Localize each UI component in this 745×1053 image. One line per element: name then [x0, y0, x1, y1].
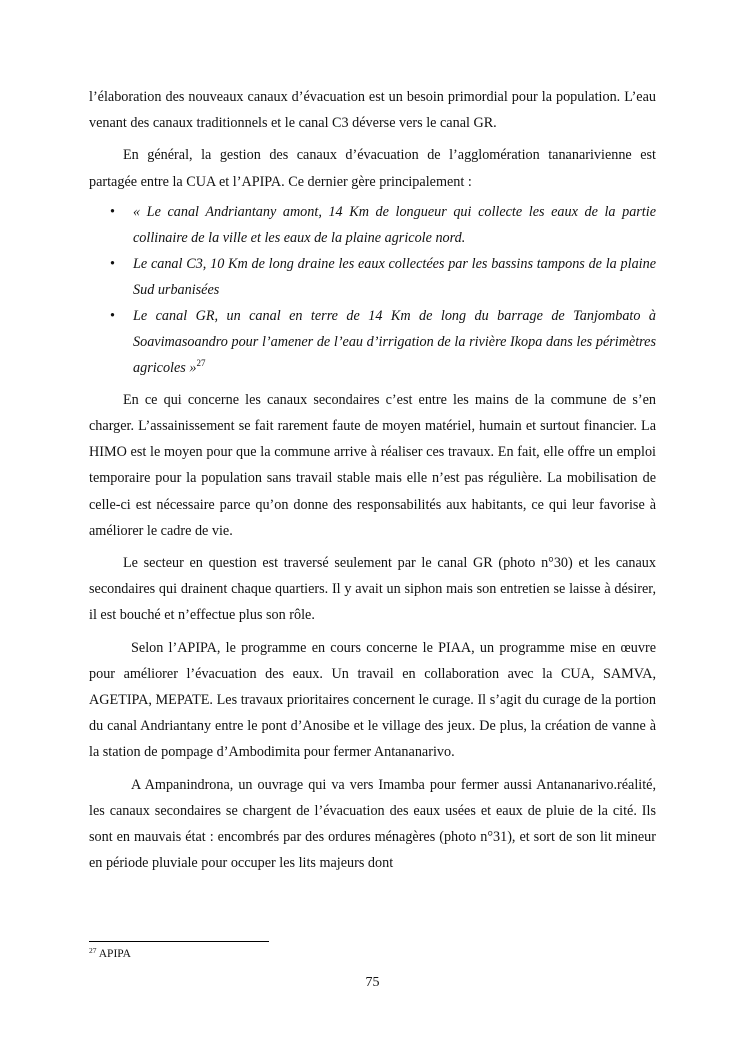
paragraph-4: Le secteur en question est traversé seulement par le canal GR (photo n°30) et les canaux secondaires qui drainent chaque quartiers. Il y avait un siphon mais son entretien se laisse à désirer, il est bouché et n’effectue plus son rôle. — [89, 555, 656, 624]
list-item-text: « Le canal Andriantany amont, 14 Km de longueur qui collecte les eaux de la partie collinaire de la ville et les eaux de la plaine agricole nord. — [133, 203, 656, 246]
bullet-icon: • — [110, 203, 115, 220]
quote-list — [89, 199, 656, 381]
paragraph-2: En général, la gestion des canaux d’évacuation de l’agglomération tananarivienne est partagée entre la CUA et l’APIPA. Ce dernier gère principalement : — [89, 147, 656, 190]
footnote-reference: 27 — [196, 357, 206, 368]
page-body — [89, 84, 656, 876]
paragraph-5: Selon l’APIPA, le programme en cours concerne le PIAA, un programme mise en œuvre pour améliorer l’évacuation des eaux. Un travail en collaboration avec la CUA, SAMVA, AGETIPA, MEPATE. Les travaux prioritaires concernent le curage. Il s’agit du curage de la portion du canal Andriantany entre le pont d’Anosibe et le village des jeux. De plus, la création de vanne à la station de pompage d’Ambodimita pour fermer Antananarivo. — [89, 639, 656, 761]
list-item — [89, 251, 656, 303]
paragraph-6: A Ampanindrona, un ouvrage qui va vers Imamba pour fermer aussi Antananarivo.réalité, les canaux secondaires se chargent de l’évacuation des eaux usées et eaux de pluie de la cité. Ils sont en mauvais état : encombrés par des ordures ménagères (photo n°31), et sort de son lit mineur en période pluviale pour occuper les lits majeurs dont — [89, 776, 656, 872]
page-number: 75 — [365, 975, 380, 990]
list-item-text: Le canal GR, un canal en terre de 14 Km de long du barrage de Tanjombato à Soavimasoandro pour l’amener de l’eau d’irrigation de la rivière Ikopa dans les périmètres agricoles » — [133, 307, 656, 376]
list-item-text: Le canal C3, 10 Km de long draine les eaux collectées par les bassins tampons de la plaine Sud urbanisées — [133, 255, 656, 298]
footnote-number: 27 — [89, 946, 97, 955]
footnote — [89, 948, 131, 960]
bullet-icon: • — [110, 255, 115, 272]
list-item — [89, 303, 656, 381]
paragraph-3: En ce qui concerne les canaux secondaires c’est entre les mains de la commune de s’en charger. L’assainissement se fait rarement faute de moyen matériel, humain et surtout financier. La HIMO est le moyen pour que la commune arrive à réaliser ces travaux. En fait, elle offre un emploi temporaire pour la population sans travail stable mais elle n’est pas régulière. La mobilisation de celle-ci est nécessaire parce qu’on donne des responsabilités aux habitants, ce qui leur favorise à améliorer le cadre de vie. — [89, 391, 656, 539]
bullet-icon: • — [110, 307, 115, 324]
footnote-text: APIPA — [98, 948, 131, 960]
paragraph-1: l’élaboration des nouveaux canaux d’évacuation est un besoin primordial pour la population. L’eau venant des canaux traditionnels et le canal C3 déverse vers le canal GR. — [89, 89, 656, 132]
footnote-separator — [89, 941, 269, 942]
list-item — [89, 199, 656, 251]
